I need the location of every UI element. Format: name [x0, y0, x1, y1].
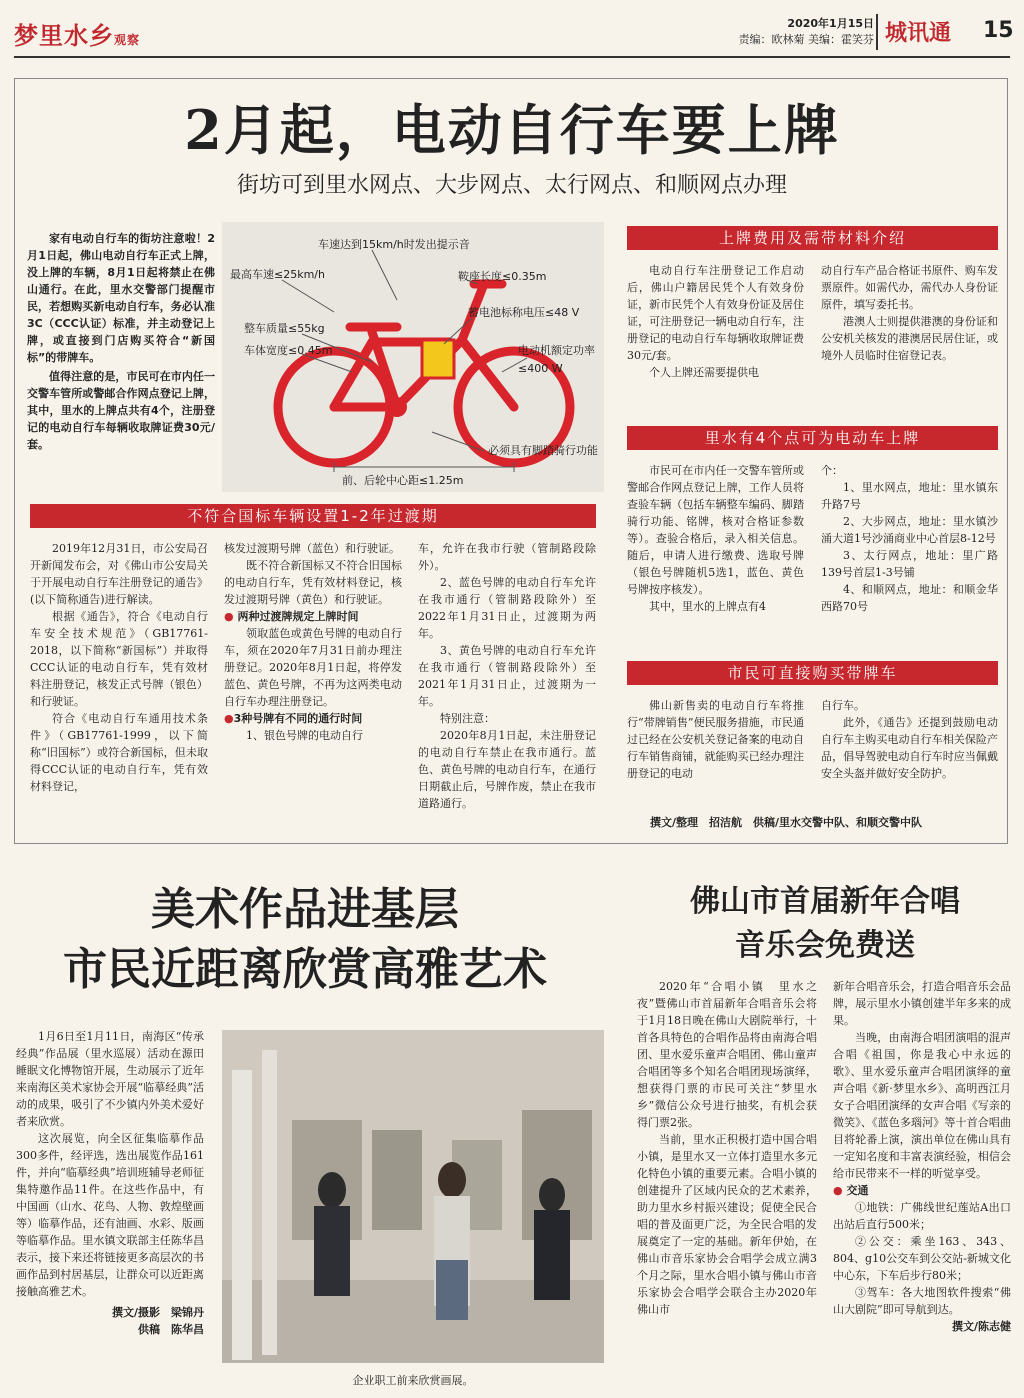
- fees-section-bar: 上牌费用及需带材料介绍: [627, 226, 998, 250]
- paragraph: 特别注意：: [440, 712, 495, 725]
- paragraph: 个人上牌还需要提供电: [649, 366, 759, 379]
- buy-section-bar: 市民可直接购买带牌车: [627, 661, 998, 685]
- address-item: 3、太行网点，地址：里广路139号首层1-3号铺: [821, 549, 998, 579]
- paragraph: 电动自行车注册登记工作启动后，佛山户籍居民凭个人有效身份证，新市民凭个人有效身份证及居住证，可注册登记一辆电动自行车，注册登记的电动自行车每辆收取牌证费30元/套。: [627, 264, 804, 362]
- paragraph: 1、银色号牌的电动自行: [246, 729, 363, 742]
- subheading: ● 两种过渡牌规定上牌时间: [224, 610, 359, 623]
- spec-label: 电动机额定功率: [518, 344, 595, 357]
- art-credit: 供稿 陈华昌: [138, 1323, 204, 1336]
- motor-hub: [387, 397, 407, 417]
- art-headline: [0, 880, 610, 1000]
- ebike-illustration: [222, 222, 604, 492]
- paragraph: 当前，里水正积极打造中国合唱小镇，是里水又一立体打造里水多元化特色小镇的重要元素。合唱小镇的创建提升了区域内民众的艺术素养，助力里水乡村振兴建设；促使全民合唱的普及面更广泛，为全民合唱的发展奠定了一定的基础。新年伊始，在佛山市音乐家协会合唱学会成立满3个月之际，里水合唱小镇与佛山市音乐家协会合唱学会联合主办2020年佛山市: [637, 1133, 817, 1316]
- fees-column-left: [627, 262, 804, 381]
- issue-date: 2020年1月15日: [787, 17, 874, 30]
- points-column-right: [821, 462, 998, 615]
- transport-heading: ● 交通: [833, 1184, 869, 1197]
- editors: 责编：欧林菊 美编：霍笑芬: [738, 33, 874, 46]
- paragraph: 2019年12月31日，市公安局召开新闻发布会，对《佛山市公安局关于开展电动自行车注册登记的通告》(以下简称通告)进行解读。: [30, 542, 208, 606]
- transport-item: ②公交：乘坐163、343、804、g10公交车到公交站-新城文化中心东，下车后步行80米；: [833, 1235, 1011, 1282]
- masthead-logo: 梦里水乡观察: [14, 21, 141, 50]
- points-column-left: [627, 462, 804, 615]
- main-subhead: 街坊可到里水网点、大步网点、太行网点、和顺网点办理: [236, 173, 787, 198]
- paragraph: 符合《电动自行车通用技术条件》（GB17761-1999，以下简称“旧国标”）或符合新国标，但未取得CCC认证的电动自行车，凭有效材料登记，: [30, 712, 208, 793]
- buy-column-right: [821, 697, 998, 782]
- ebike-spec-diagram: [222, 222, 604, 492]
- transition-column-3: [418, 540, 596, 812]
- section-name: 城讯通: [885, 20, 952, 46]
- exhibition-photo-art: [222, 1030, 604, 1363]
- paragraph: 当晚，由南海合唱团演唱的混声合唱《祖国，你是我心中永远的歌》、里水爱乐童声合唱团演绎的童声合唱《新·梦里水乡》、高明西江月女子合唱团演绎的女声合唱《写亲的微笑》、《蓝色多瑙河》等十首合唱曲目将轮番上演，演出单位在佛山具有一定知名度和丰富表演经验，相信会给市民带来不一样的听觉享受。: [833, 1031, 1011, 1180]
- page-number: 15: [983, 18, 1014, 43]
- lead-paragraph: 值得注意的是，市民可在市内任一交警车管所或警邮合作网点登记上牌，其中，里水的上牌点共有4个，注册登记的电动自行车每辆收取牌证费30元/套。: [27, 370, 215, 451]
- paragraph: 既不符合新国标又不符合旧国标的电动自行车，凭有效材料登记，核发过渡期号牌（黄色）和行驶证。: [224, 559, 402, 606]
- paragraph: 这次展览，向全区征集临摹作品300多件，经评选，选出展览作品161件，并向“临摹经典”培训班辅导老师征集特邀作品11件。在这些作品中，有中国画（山水、花鸟、人物、敦煌壁画等）临摹作品，还有油画、水彩、版画等临摹作品。里水镇文联部主任陈华昌表示，接下来还将链接更多高层次的书画作品到村居基层，让群众可以近距离接触高雅艺术。: [16, 1132, 204, 1298]
- paragraph: 新年合唱音乐会，打造合唱音乐会品牌，展示里水小镇创建半年多来的成果。: [833, 980, 1011, 1027]
- paragraph: 个：: [821, 464, 843, 477]
- masthead-rule: [14, 56, 1010, 58]
- paragraph: 市民可在市内任一交警车管所或警邮合作网点登记上牌，工作人员将查验车辆（包括车辆整车编码、脚踏骑行功能、铭牌，核对合格证参数等）。查验合格后，录入相关信息。随后，申请人进行缴费、选取号牌（银色号牌随机5选1，蓝色、黄色号牌按序核发）。: [627, 464, 804, 596]
- main-credit: 撰文/整理 招洁航 供稿/里水交警中队、和顺交警中队: [650, 816, 923, 829]
- spec-label: 车体宽度≤0.45m: [244, 344, 333, 357]
- transition-column-1: [30, 540, 208, 795]
- paragraph: 佛山新售卖的电动自行车将推行“带牌销售”便民服务措施，市民通过已经在公安机关登记备案的电动自行车销售商铺，就能购买已经办理注册登记的电动: [627, 699, 804, 780]
- concert-column-2: [833, 978, 1011, 1335]
- concert-headline-line: 音乐会免费送: [735, 928, 915, 963]
- art-credit: 撰文/摄影 梁锦丹: [111, 1306, 204, 1319]
- spec-label: ≤400 W: [518, 362, 563, 375]
- paragraph: 车，允许在我市行驶（管制路段除外）。: [418, 542, 596, 572]
- paragraph: 2、蓝色号牌的电动自行车允许在我市通行（管制路段除外）至2022年1月31日止，过渡期为两年。: [418, 576, 596, 640]
- fees-column-right: [821, 262, 998, 364]
- paragraph: 港澳人士则提供港澳的身份证和公安机关核发的港澳居民居住证，或境外人员临时住宿登记表。: [821, 315, 998, 362]
- paragraph: 2020年8月1日起，未注册登记的电动自行车禁止在我市通行。蓝色、黄色号牌的电动自行车，在通行日期截止后，号牌作废，禁止在我市道路通行。: [418, 729, 596, 810]
- concert-credit: 撰文/陈志健: [951, 1320, 1011, 1333]
- photo-caption: 企业职工前来欣赏画展。: [352, 1374, 474, 1387]
- transition-column-2: [224, 540, 402, 744]
- spec-label: 前、后轮中心距≤1.25m: [342, 474, 464, 487]
- paragraph: 自行车。: [821, 699, 865, 712]
- transport-item: ①地铁：广佛线世纪莲站A出口出站后直行500米；: [833, 1201, 1011, 1231]
- address-item: 2、大步网点，地址：里水镇沙涌大道1号沙涌商业中心首层8-12号: [821, 515, 998, 545]
- subheading: ●3种号牌有不同的通行时间: [224, 712, 363, 725]
- paragraph: 1月6日至1月11日，南海区“传承经典”作品展（里水巡展）活动在源田睡眠文化博物馆开展，生动展示了近年来南海区美术家协会开展“临摹经典”活动的成果，吸引了不少镇内外美术爱好者来欣赏。: [16, 1030, 204, 1128]
- art-headline-line: 市民近距离欣赏高雅艺术: [63, 944, 547, 995]
- paragraph: 此外，《通告》还提到鼓励电动自行车主购买电动自行车相关保险产品，倡导驾驶电动自行车时应当佩戴安全头盔并做好安全防护。: [821, 716, 998, 780]
- address-item: 1、里水网点，地址：里水镇东升路7号: [821, 481, 998, 511]
- lead-paragraphs: [27, 230, 215, 455]
- exhibition-photo: [222, 1030, 604, 1363]
- transport-item: ③驾车：各大地图软件搜索“佛山大剧院”即可导航到达。: [833, 1286, 1011, 1316]
- art-body: [16, 1028, 204, 1338]
- spec-label: 蓄电池标称电压≤48 V: [468, 306, 580, 319]
- spec-label: 车速达到15km/h时发出提示音: [318, 238, 470, 251]
- paragraph: 其中，里水的上牌点有4: [649, 600, 766, 613]
- art-headline-line: 美术作品进基层: [151, 884, 459, 935]
- paragraph: 根据《通告》，符合《电动自行车安全技术规范》（GB17761-2018，以下简称“新国标”）并取得CCC认证的电动自行车，凭有效材料注册登记，核发正式号牌（银色）和行驶证。: [30, 610, 208, 708]
- battery: [422, 340, 454, 378]
- points-section-bar: 里水有4个点可为电动车上牌: [627, 426, 998, 450]
- issue-info: [739, 16, 875, 48]
- address-item: 4、和顺网点，地址：和顺金华西路70号: [821, 583, 998, 613]
- spec-label: 最高车速≤25km/h: [230, 268, 325, 281]
- lead-paragraph: 家有电动自行车的街坊注意啦！2月1日起，佛山电动自行车正式上牌，没上牌的车辆，8月1日起将禁止在佛山通行。在此，里水交警部门提醒市民，若想购买新电动自行车，务必认准3C（CCC认证）标准，并主动登记上牌，或直接到门店购买符合“新国标”的带牌车。: [27, 232, 215, 364]
- paragraph: 核发过渡期号牌（蓝色）和行驶证。: [224, 542, 400, 555]
- paragraph: 领取蓝色或黄色号牌的电动自行车，须在2020年7月31日前办理注册登记。2020年8月1日起，将停发蓝色、黄色号牌，不再为这两类电动自行车办理注册登记。: [224, 627, 402, 708]
- spec-label: 鞍座长度≤0.35m: [458, 270, 547, 283]
- buy-column-left: [627, 697, 804, 782]
- concert-headline: [630, 880, 1020, 968]
- paragraph: 2020年“合唱小镇 里水之夜”暨佛山市首届新年合唱音乐会将于1月18日晚在佛山大剧院举行，十首各具特色的合唱作品将由南海合唱团、里水爱乐童声合唱团、佛山童声合唱团等多个知名合唱团现场演绎，想获得门票的市民可关注“梦里水乡”微信公众号进行抽奖，有机会获得门票2张。: [637, 980, 817, 1129]
- transition-section-bar: 不符合国标车辆设置1-2年过渡期: [30, 504, 596, 528]
- spec-label: 必须具有脚踏骑行功能: [488, 444, 598, 457]
- spec-label: 整车质量≤55kg: [244, 322, 325, 335]
- concert-headline-line: 佛山市首届新年合唱: [690, 884, 960, 919]
- paragraph: 3、黄色号牌的电动自行车允许在我市通行（管制路段除外）至2021年1月31日止，过渡期为一年。: [418, 644, 596, 708]
- masthead-divider: [876, 14, 878, 50]
- paragraph: 动自行车产品合格证书原件、购车发票原件。如需代办，需代办人身份证原件，填写委托书。: [821, 264, 998, 311]
- concert-column-1: [637, 978, 817, 1318]
- main-headline: 2月起，电动自行车要上牌: [184, 98, 840, 162]
